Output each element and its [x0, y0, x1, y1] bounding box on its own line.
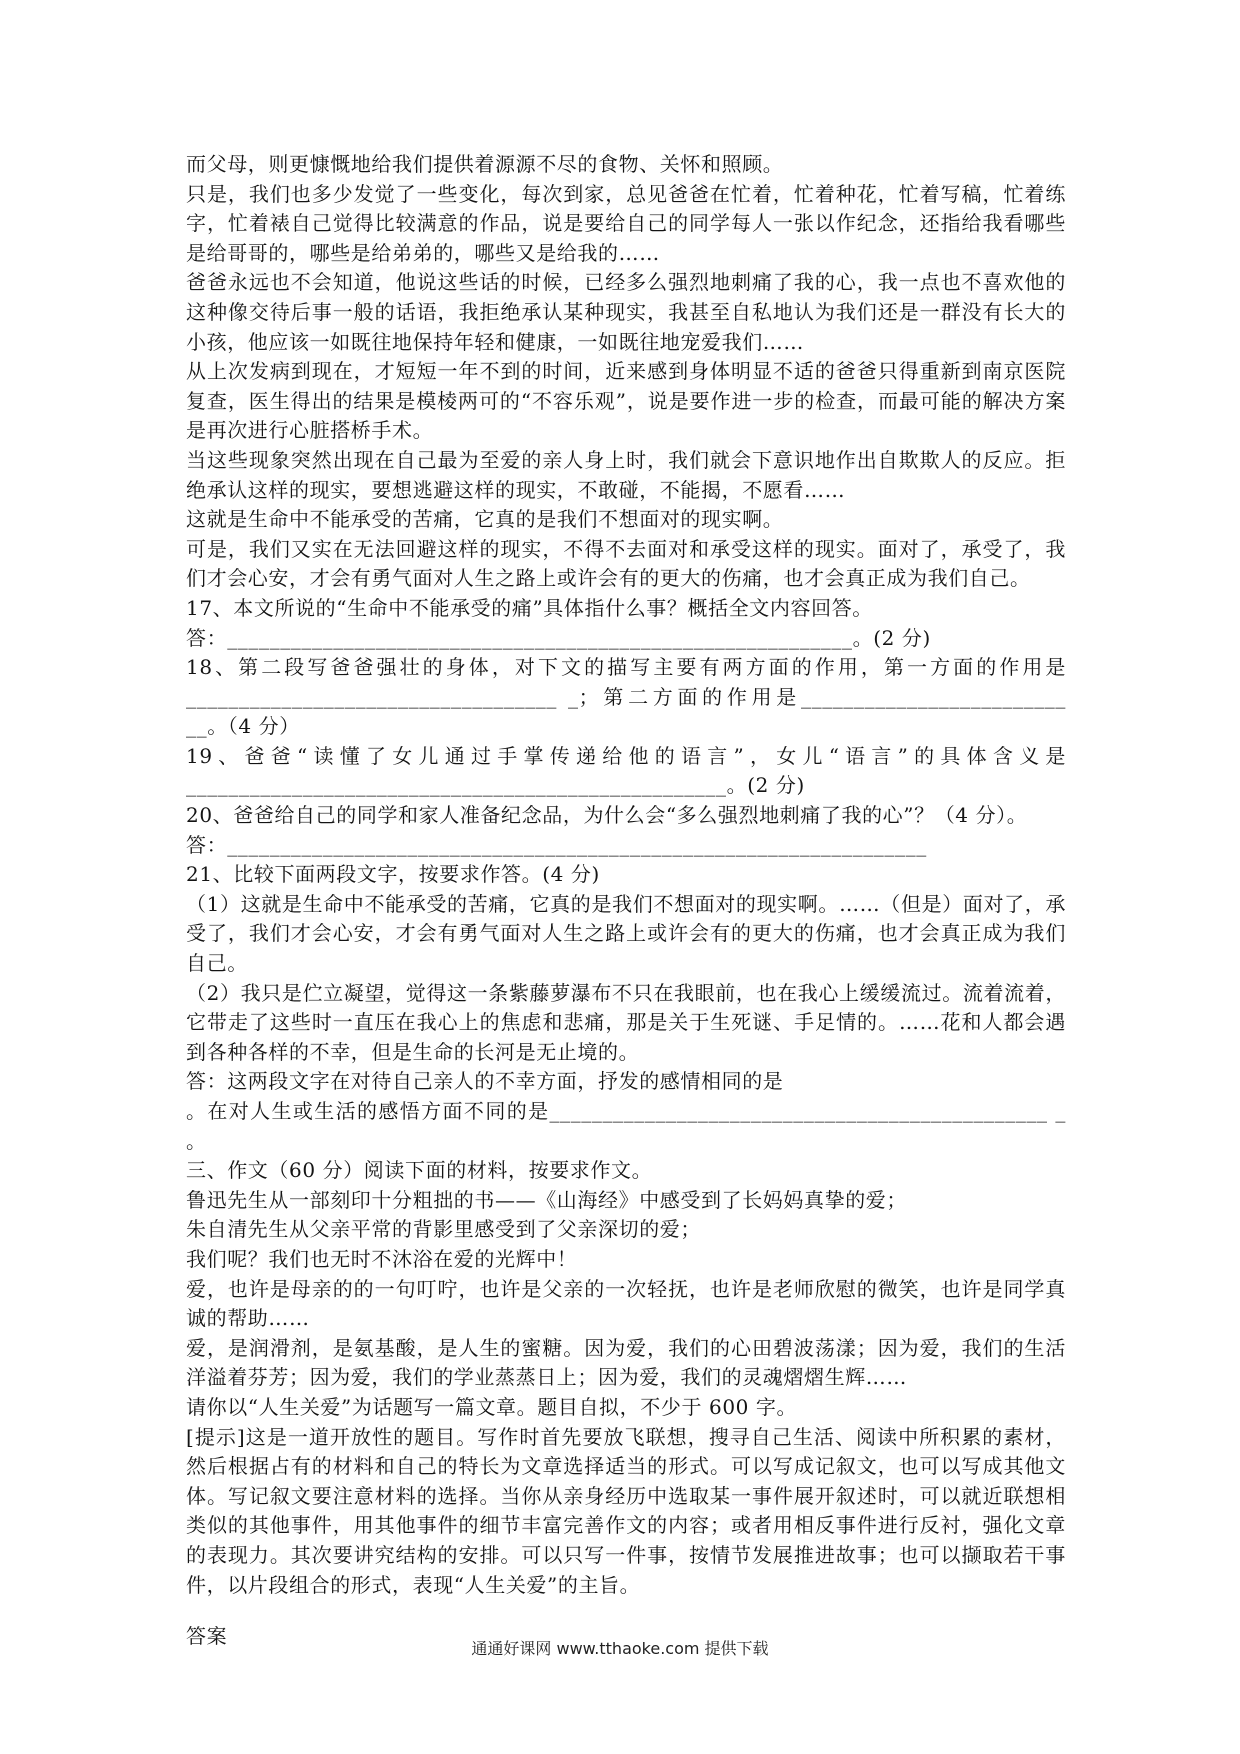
paragraph-parents-care: 而父母，则更慷慨地给我们提供着源源不尽的食物、关怀和照顾。 — [186, 152, 784, 176]
paragraph-denial: 当这些现象突然出现在自己最为至爱的亲人身上时，我们就会下意识地作出自欺欺人的反应。拒绝承认这样的现实，要想逃避这样的现实，不敢碰，不能揭，不愿看…… — [186, 447, 1066, 502]
question-17: 17、本文所说的“生命中不能承受的痛”具体指什么事？概括全文内容回答。 — [186, 595, 873, 620]
question-18: 18、第二段写爸爸强壮的身体，对下文的描写主要有两方面的作用，第一方面的作用是___________________________________ _；第二方面的作用是_________________________ __。（4 分） — [186, 655, 1066, 739]
answer-21-same: 答：这两段文字在对待自己亲人的不幸方面，抒发的感情相同的是 — [186, 1069, 784, 1094]
answer-line-20: 答：__________________________________________________________________ — [186, 832, 927, 857]
answer-21-different: 。在对人生或生活的感悟方面不同的是_______________________________________________ _ 。 — [186, 1099, 1066, 1153]
section-composition-heading: 三、作文（60 分）阅读下面的材料，按要求作文。 — [186, 1158, 653, 1183]
document-body — [186, 150, 1066, 1652]
question-21: 21、比较下面两段文字，按要求作答。(4 分) — [186, 862, 600, 887]
passage-1: （1）这就是生命中不能承受的苦痛，它真的是我们不想面对的现实啊。……（但是）面对了，承受了，我们才会心安，才会有勇气面对人生之路上或许会有的更大的伤痛，也才会真正成为我们自己。 — [186, 891, 1066, 976]
material-we: 我们呢？我们也无时不沐浴在爱的光辉中！ — [186, 1246, 578, 1271]
paragraph-illness: 从上次发病到现在，才短短一年不到的时间，近来感到身体明显不适的爸爸只得重新到南京医院复查，医生得出的结果是模棱两可的“不容乐观”，说是要作进一步的检查，而最可能的解决方案是再次进行心脏搭桥手术。 — [186, 359, 1066, 443]
question-20: 20、爸爸给自己的同学和家人准备纪念品，为什么会“多么强烈地刺痛了我的心”？（4 分）。 — [186, 803, 1028, 828]
paragraph-father-busy: 只是，我们也多少发觉了一些变化，每次到家，总见爸爸在忙着，忙着种花，忙着写稿，忙着练字，忙着裱自己觉得比较满意的作品，说是要给自己的同学每人一张以作纪念，还指给我看哪些是给哥哥的，哪些是给弟弟的，哪些又是给我的…… — [186, 181, 1066, 265]
question-19: 19、爸爸“读懂了女儿通过手掌传递给他的语言”，女儿“语言”的具体含义是___________________________________________________。(2 分) — [186, 743, 1066, 798]
composition-task: 请你以“人生关爱”为话题写一篇文章。题目自拟，不少于 600 字。 — [186, 1394, 798, 1419]
paragraph-father-words: 爸爸永远也不会知道，他说这些话的时候，已经多么强烈地刺痛了我的心，我一点也不喜欢他的这种像交待后事一般的话语，我拒绝承认某种现实，我甚至自私地认为我们还是一群没有长大的小孩，他应该一如既往地保持年轻和健康，一如既往地宠爱我们…… — [186, 270, 1066, 354]
answer-heading: 答案 — [186, 1624, 228, 1649]
material-luxun: 鲁迅先生从一部刻印十分粗拙的书——《山海经》中感受到了长妈妈真挚的爱； — [186, 1187, 907, 1212]
material-love-2: 爱，是润滑剂，是氨基酸，是人生的蜜糖。因为爱，我们的心田碧波荡漾；因为爱，我们的生活洋溢着芬芳；因为爱，我们的学业蒸蒸日上；因为爱，我们的灵魂熠熠生辉…… — [186, 1335, 1066, 1390]
passage-2: （2）我只是伫立凝望，觉得这一条紫藤萝瀑布不只在我眼前，也在我心上缓缓流过。流着流着，它带走了这些时一直压在我心上的焦虑和悲痛，那是关于生死谜、手足情的。……花和人都会遇到各种各样的不幸，但是生命的长河是无止境的。 — [186, 980, 1066, 1064]
composition-hint: [提示]这是一道开放性的题目。写作时首先要放飞联想，搜寻自己生活、阅读中所积累的素材，然后根据占有的材料和自己的特长为文章选择适当的形式。可以写成记叙文，也可以写成其他文体。写记叙文要注意材料的选择。当你从亲身经历中选取某一事件展开叙述时，可以就近联想相类似的其他事件，用其他事件的细节丰富完善作文的内容；或者用相反事件进行反衬，强化文章的表现力。其次要讲究结构的安排。可以只写一件事，按情节发展推进故事；也可以撷取若干事件，以片段组合的形式，表现“人生关爱”的主旨。 — [186, 1424, 1066, 1597]
material-love-1: 爱，也许是母亲的的一句叮咛，也许是父亲的一次轻抚，也许是老师欣慰的微笑，也许是同学真诚的帮助…… — [186, 1276, 1066, 1331]
paragraph-facing-reality: 可是，我们又实在无法回避这样的现实，不得不去面对和承受这样的现实。面对了，承受了，我们才会心安，才会有勇气面对人生之路上或许会有的更大的伤痛，也才会真正成为我们自己。 — [186, 536, 1066, 591]
material-zhuziqing: 朱自清先生从父亲平常的背影里感受到了父亲深切的爱； — [186, 1217, 701, 1242]
paragraph-pain: 这就是生命中不能承受的苦痛，它真的是我们不想面对的现实啊。 — [186, 507, 784, 532]
answer-line-17: 答：___________________________________________________________。(2 分) — [186, 625, 931, 650]
page-footer: 通通好课网 www.tthaoke.com 提供下载 — [471, 1639, 769, 1658]
